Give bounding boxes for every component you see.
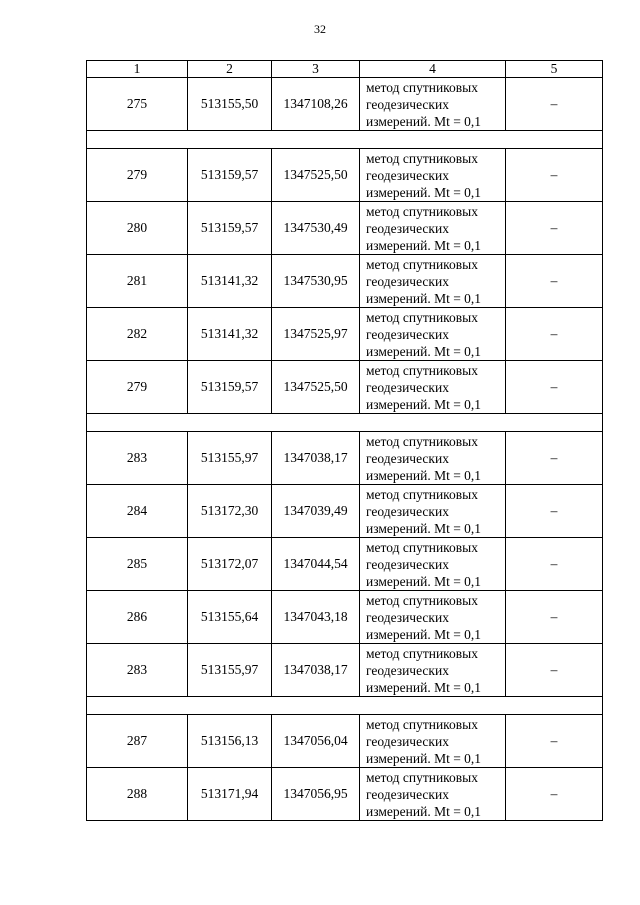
point-number-cell: 279 [87, 361, 188, 414]
method-line-3: измерений. Mt = 0,1 [366, 113, 482, 129]
method-line-2: геодезических [366, 609, 449, 625]
coordinate-y-cell: 1347044,54 [272, 538, 360, 591]
description-cell: – [506, 78, 603, 131]
coordinate-y-cell: 1347043,18 [272, 591, 360, 644]
table-row [87, 538, 603, 591]
method-line-2: геодезических [366, 273, 449, 289]
coordinate-y-cell: 1347530,49 [272, 202, 360, 255]
description-cell: – [506, 591, 603, 644]
table-row [87, 255, 603, 308]
method-cell [360, 485, 506, 538]
coordinate-x-cell: 513159,57 [188, 202, 272, 255]
point-number-cell: 282 [87, 308, 188, 361]
table-row [87, 78, 603, 131]
method-line-2: геодезических [366, 503, 449, 519]
coordinate-y-cell: 1347108,26 [272, 78, 360, 131]
coordinate-x-cell: 513159,57 [188, 149, 272, 202]
method-line-1: метод спутниковых [366, 256, 478, 272]
method-line-2: геодезических [366, 556, 449, 572]
header-cell-4: 4 [360, 61, 506, 78]
table-row [87, 485, 603, 538]
table-body [87, 61, 603, 821]
method-cell [360, 591, 506, 644]
separator-cell [87, 414, 603, 432]
table-row [87, 591, 603, 644]
coordinate-y-cell: 1347039,49 [272, 485, 360, 538]
coordinate-y-cell: 1347038,17 [272, 644, 360, 697]
method-line-2: геодезических [366, 379, 449, 395]
table-row [87, 432, 603, 485]
point-number-cell: 279 [87, 149, 188, 202]
point-number-cell: 280 [87, 202, 188, 255]
method-line-3: измерений. Mt = 0,1 [366, 679, 482, 695]
coordinate-x-cell: 513155,50 [188, 78, 272, 131]
method-line-3: измерений. Mt = 0,1 [366, 803, 482, 819]
description-cell: – [506, 768, 603, 821]
header-cell-2: 2 [188, 61, 272, 78]
method-cell [360, 715, 506, 768]
method-cell [360, 149, 506, 202]
group-separator-row [87, 131, 603, 149]
table-row [87, 202, 603, 255]
method-line-2: геодезических [366, 326, 449, 342]
method-cell [360, 432, 506, 485]
coordinate-x-cell: 513141,32 [188, 308, 272, 361]
method-line-2: геодезических [366, 96, 449, 112]
method-cell [360, 202, 506, 255]
method-line-1: метод спутниковых [366, 486, 478, 502]
table-row [87, 308, 603, 361]
method-line-1: метод спутниковых [366, 203, 478, 219]
method-line-1: метод спутниковых [366, 645, 478, 661]
method-line-2: геодезических [366, 450, 449, 466]
method-line-1: метод спутниковых [366, 150, 478, 166]
coordinates-table [86, 60, 603, 821]
method-cell [360, 78, 506, 131]
header-row [87, 61, 603, 78]
method-line-1: метод спутниковых [366, 309, 478, 325]
description-cell: – [506, 149, 603, 202]
method-line-3: измерений. Mt = 0,1 [366, 626, 482, 642]
method-cell [360, 768, 506, 821]
coordinate-y-cell: 1347525,50 [272, 149, 360, 202]
method-line-1: метод спутниковых [366, 716, 478, 732]
description-cell: – [506, 538, 603, 591]
method-cell [360, 644, 506, 697]
coordinate-y-cell: 1347525,97 [272, 308, 360, 361]
method-line-1: метод спутниковых [366, 769, 478, 785]
table-row [87, 768, 603, 821]
method-line-2: геодезических [366, 786, 449, 802]
method-line-2: геодезических [366, 733, 449, 749]
coordinate-x-cell: 513156,13 [188, 715, 272, 768]
method-line-1: метод спутниковых [366, 362, 478, 378]
description-cell: – [506, 644, 603, 697]
method-line-1: метод спутниковых [366, 433, 478, 449]
method-cell [360, 308, 506, 361]
point-number-cell: 288 [87, 768, 188, 821]
coordinate-x-cell: 513155,64 [188, 591, 272, 644]
coordinate-y-cell: 1347056,04 [272, 715, 360, 768]
method-cell [360, 255, 506, 308]
method-line-1: метод спутниковых [366, 592, 478, 608]
group-separator-row [87, 414, 603, 432]
point-number-cell: 287 [87, 715, 188, 768]
point-number-cell: 283 [87, 644, 188, 697]
point-number-cell: 286 [87, 591, 188, 644]
separator-cell [87, 131, 603, 149]
point-number-cell: 284 [87, 485, 188, 538]
point-number-cell: 281 [87, 255, 188, 308]
description-cell: – [506, 308, 603, 361]
table-row [87, 715, 603, 768]
method-line-2: геодезических [366, 220, 449, 236]
method-cell [360, 538, 506, 591]
description-cell: – [506, 202, 603, 255]
method-line-2: геодезических [366, 662, 449, 678]
method-line-3: измерений. Mt = 0,1 [366, 467, 482, 483]
point-number-cell: 275 [87, 78, 188, 131]
method-line-3: измерений. Mt = 0,1 [366, 573, 482, 589]
method-line-3: измерений. Mt = 0,1 [366, 290, 482, 306]
coordinate-y-cell: 1347038,17 [272, 432, 360, 485]
header-cell-1: 1 [87, 61, 188, 78]
method-line-3: измерений. Mt = 0,1 [366, 750, 482, 766]
method-line-3: измерений. Mt = 0,1 [366, 184, 482, 200]
point-number-cell: 285 [87, 538, 188, 591]
table-row [87, 149, 603, 202]
page-number: 32 [314, 22, 326, 36]
coordinate-x-cell: 513171,94 [188, 768, 272, 821]
point-number-cell: 283 [87, 432, 188, 485]
method-line-3: измерений. Mt = 0,1 [366, 520, 482, 536]
header-cell-5: 5 [506, 61, 603, 78]
method-line-3: измерений. Mt = 0,1 [366, 237, 482, 253]
coordinate-x-cell: 513172,07 [188, 538, 272, 591]
group-separator-row [87, 697, 603, 715]
method-line-2: геодезических [366, 167, 449, 183]
coordinate-y-cell: 1347525,50 [272, 361, 360, 414]
table-row [87, 361, 603, 414]
method-line-3: измерений. Mt = 0,1 [366, 343, 482, 359]
coordinate-x-cell: 513172,30 [188, 485, 272, 538]
coordinate-y-cell: 1347056,95 [272, 768, 360, 821]
coordinate-y-cell: 1347530,95 [272, 255, 360, 308]
header-cell-3: 3 [272, 61, 360, 78]
method-line-1: метод спутниковых [366, 79, 478, 95]
coordinate-x-cell: 513141,32 [188, 255, 272, 308]
description-cell: – [506, 361, 603, 414]
table-row [87, 644, 603, 697]
separator-cell [87, 697, 603, 715]
coordinate-x-cell: 513155,97 [188, 644, 272, 697]
description-cell: – [506, 432, 603, 485]
coordinate-x-cell: 513159,57 [188, 361, 272, 414]
method-line-3: измерений. Mt = 0,1 [366, 396, 482, 412]
coordinate-x-cell: 513155,97 [188, 432, 272, 485]
description-cell: – [506, 485, 603, 538]
method-cell [360, 361, 506, 414]
description-cell: – [506, 255, 603, 308]
method-line-1: метод спутниковых [366, 539, 478, 555]
description-cell: – [506, 715, 603, 768]
